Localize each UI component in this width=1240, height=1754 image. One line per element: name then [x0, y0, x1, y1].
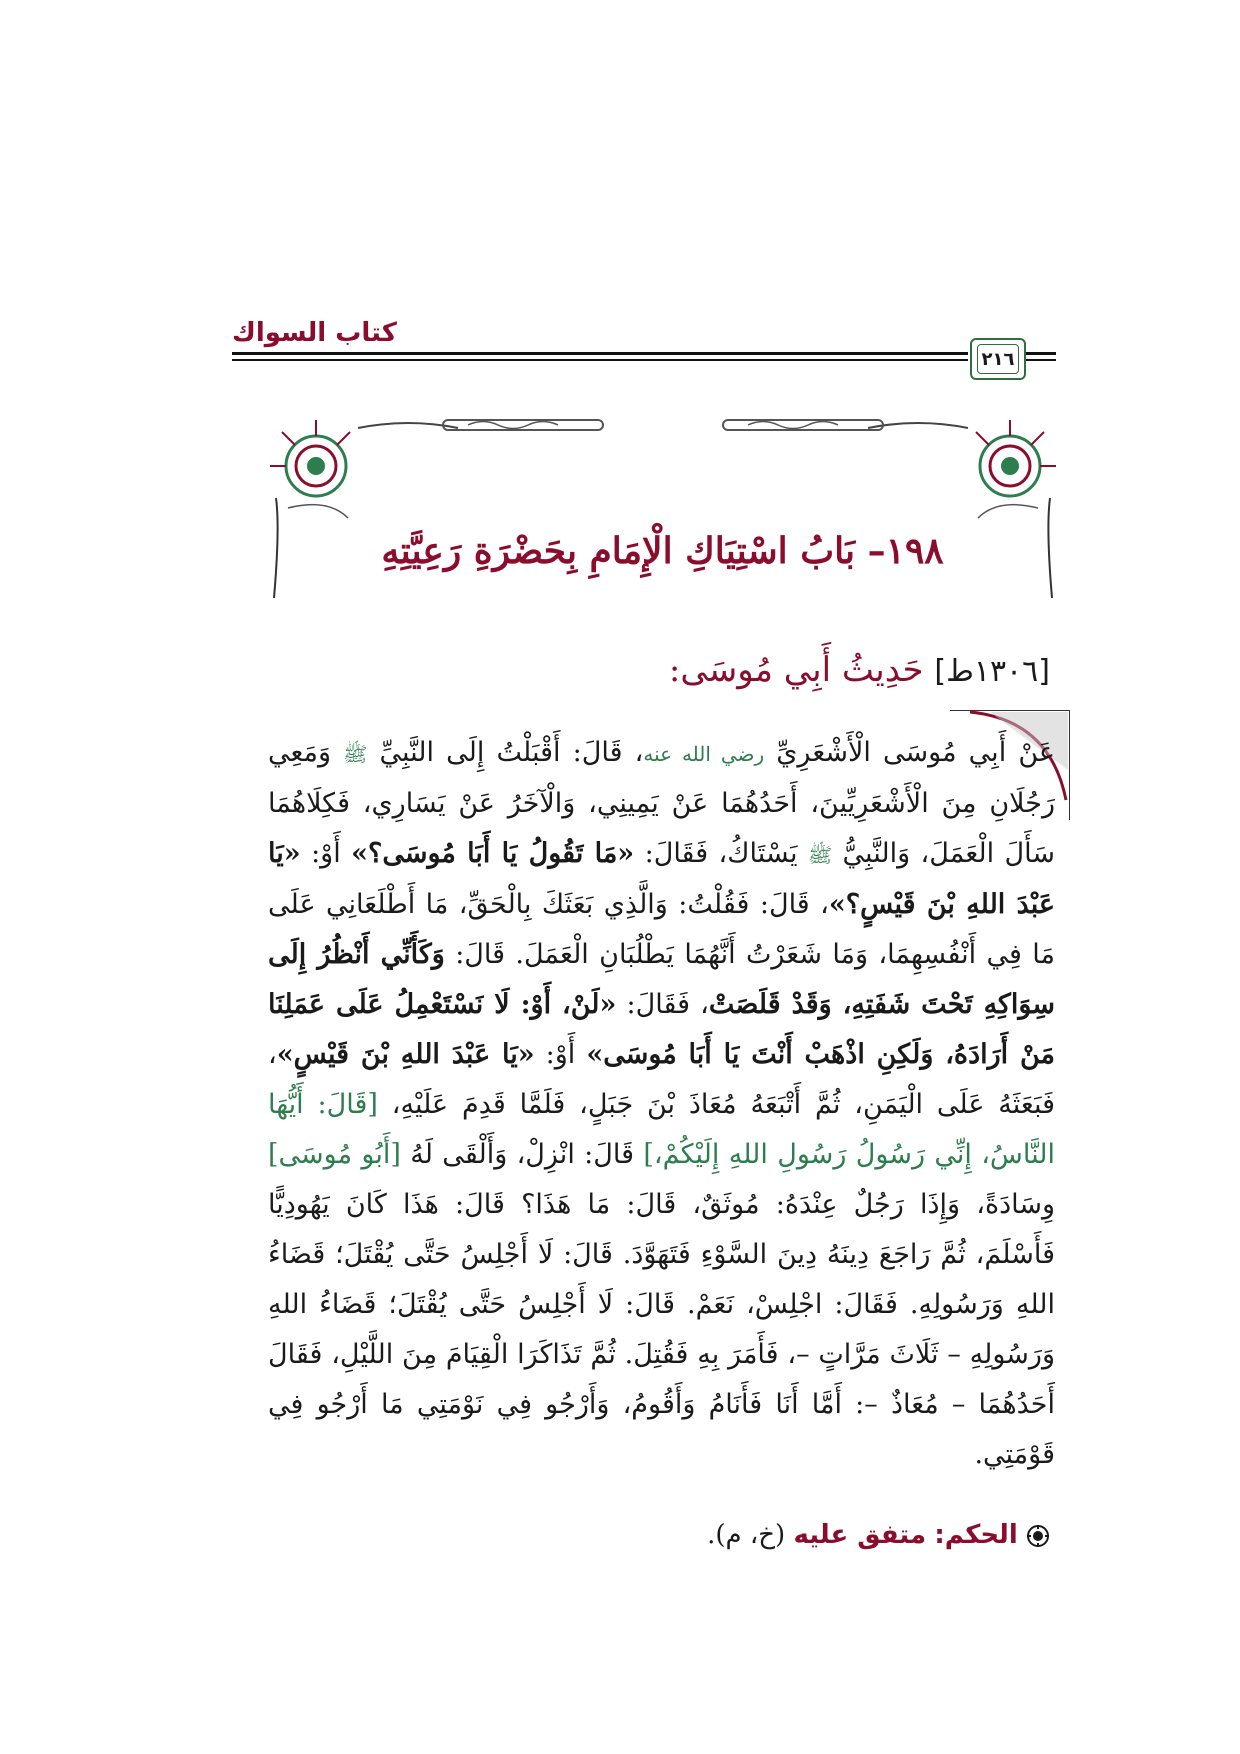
body-text-7: ، فَقَالَ: — [626, 989, 709, 1020]
body-text-5: أَوْ: — [311, 838, 341, 869]
bold-phrase: وَكَأَنِّي أَنْظُرُ إِلَى سِوَاكِهِ تَحْتَ شَفَتِهِ، وَقَدْ قَلَصَتْ — [268, 939, 1055, 1020]
left-rosette-icon — [270, 420, 350, 496]
body-text-9: ، فَبَعَثَهُ عَلَى الْيَمَنِ، ثُمَّ أَتْبَعَهُ مُعَاذَ بْنَ جَبَلٍ، فَلَمَّا قَدِمَ عَلَيْهِ، — [268, 1039, 1055, 1120]
body-text-11: وِسَادَةً، وَإِذَا رَجُلٌ عِنْدَهُ: مُوثَقٌ، قَالَ: مَا هَذَا؟ قَالَ: هَذَا كَانَ يَهُودِيًّا فَأَسْلَمَ، ثُمَّ رَاجَعَ دِينَهُ دِينَ السَّوْءِ فَتَهَوَّدَ. قَالَ: لَا أَجْلِسُ حَتَّى يُقْتَلَ؛ قَضَاءُ اللهِ وَرَسُولِهِ. فَقَالَ: اجْلِسْ، نَعَمْ. قَالَ: لَا أَجْلِسُ حَتَّى يُقْتَلَ؛ قَضَاءُ اللهِ وَرَسُولِهِ – ثَلَاثَ مَرَّاتٍ –، فَأَمَرَ بِهِ فَقُتِلَ. ثُمَّ تَذَاكَرَا الْقِيَامَ مِنَ اللَّيْلِ، فَقَالَ أَحَدُهُمَا – مُعَاذٌ –: أَمَّا أَنَا فَأَنَامُ وَأَقُومُ، وَأَرْجُو فِي نَوْمَتِي مَا أَرْجُو فِي قَوْمَتِي. — [268, 1189, 1055, 1470]
hadith-body — [268, 728, 1055, 1480]
body-text-1: عَنْ أَبِي مُوسَى الْأَشْعَرِيِّ — [776, 737, 1055, 768]
chapter-title: ١٩٨– بَابُ اسْتِيَاكِ الْإِمَامِ بِحَضْرَةِ رَعِيَّتِهِ — [381, 530, 944, 572]
green-insert-1: [قَالَ: أَيُّهَا النَّاسُ، إِنِّي رَسُولُ رَسُولِ اللهِ إِلَيْكُمْ،] — [268, 1089, 1055, 1170]
radi-glyph: رضي الله عنه — [643, 742, 765, 766]
green-insert-2: [أَبُو مُوسَى] — [268, 1139, 401, 1170]
saw-glyph-1: ﷺ — [343, 742, 368, 766]
body-text-3: وَمَعِي رَجُلَانِ مِنَ الْأَشْعَرِيِّينَ، أَحَدُهُمَا عَنْ يَمِينِي، وَالْآخَرُ عَنْ يَسَارِي، فَكِلَاهُمَا سَأَلَ الْعَمَلَ، وَالنَّبِيُّ — [268, 737, 1055, 869]
page-number-badge — [970, 338, 1026, 380]
ruling-label: الحكم: — [934, 1520, 1018, 1550]
quote-2: «يَا عَبْدَ اللهِ بْنَ قَيْسٍ؟» — [268, 838, 1056, 920]
quote-4: «يَا عَبْدَ اللهِ بْنَ قَيْسٍ» — [276, 1039, 535, 1070]
quote-3: «لَنْ، أَوْ: لَا نَسْتَعْمِلُ عَلَى عَمَلِنَا مَنْ أَرَادَهُ، وَلَكِنِ اذْهَبْ أَنْتَ يَا أَبَا مُوسَى» — [268, 989, 1055, 1070]
body-text-8: أَوْ: — [545, 1039, 576, 1070]
body-text-2: ، قَالَ: أَقْبَلْتُ إِلَى النَّبِيِّ — [379, 737, 644, 768]
right-rosette-icon — [976, 420, 1056, 496]
ruling-refs: (خ، م). — [707, 1520, 786, 1550]
hadith-heading — [590, 650, 1050, 690]
saw-glyph-2: ﷺ — [807, 843, 833, 867]
body-text-10: قَالَ: انْزِلْ، وَأَلْقَى لَهُ — [410, 1139, 635, 1170]
quote-1: «مَا تَقُولُ يَا أَبَا مُوسَى؟» — [351, 838, 635, 869]
body-text-6: ، قَالَ: فَقُلْتُ: وَالَّذِي بَعَثَكَ بِالْحَقِّ، مَا أَطْلَعَانِي عَلَى مَا فِي أَنْفُسِهِمَا، وَمَا شَعَرْتُ أَنَّهُمَا يَطْلُبَانِ الْعَمَلَ. قَالَ: — [268, 889, 1055, 970]
ruling-value: متفق عليه — [793, 1520, 927, 1550]
hadith-number: [١٣٠٦ط] — [934, 654, 1050, 689]
page-number: ٢١٦ — [977, 344, 1019, 374]
header-rule-right — [1026, 352, 1056, 361]
hadith-title: حَدِيثُ أَبِي مُوسَى: — [668, 650, 924, 690]
body-text-4: يَسْتَاكُ، فَقَالَ: — [644, 838, 798, 869]
ruling-line — [560, 1520, 1050, 1550]
book-title: كتاب السواك — [232, 318, 397, 348]
flower-bullet-icon — [1026, 1524, 1050, 1548]
header-rule-left — [232, 352, 968, 361]
